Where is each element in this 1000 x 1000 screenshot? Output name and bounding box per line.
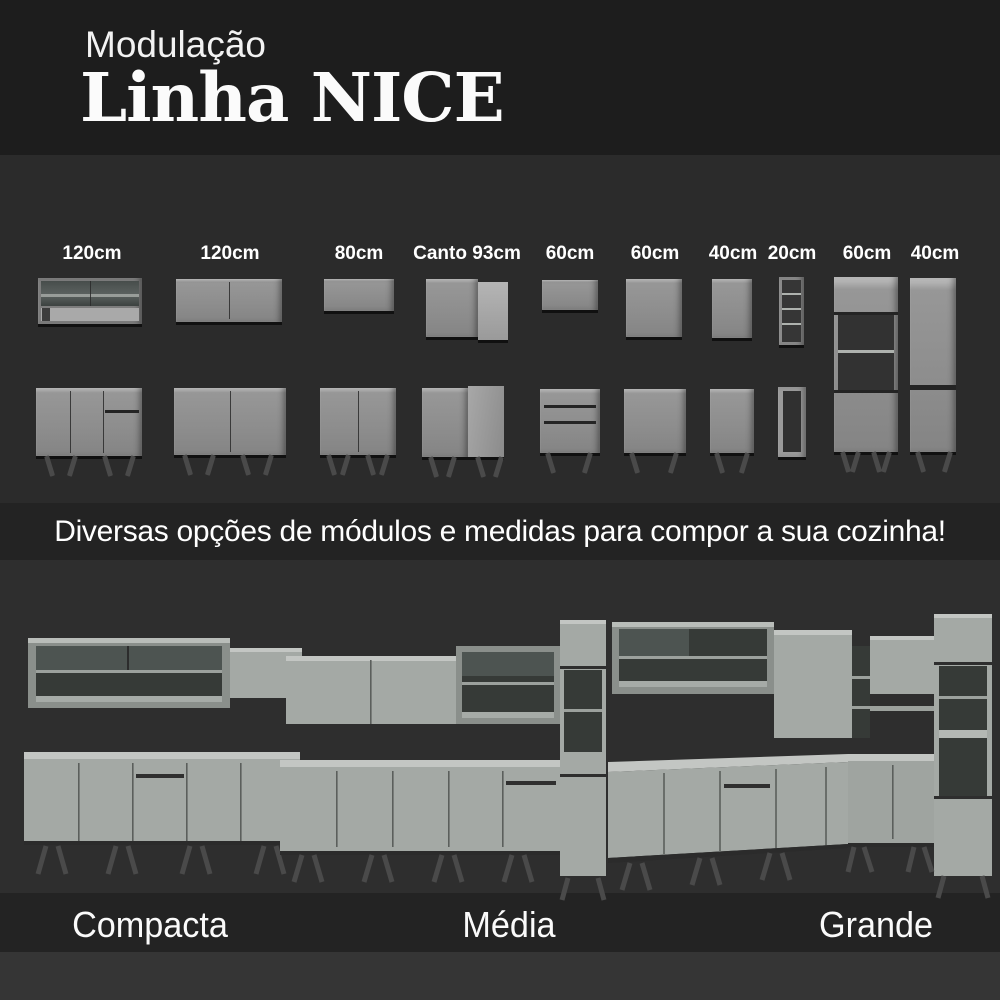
banner-text: Diversas opções de módulos e medidas para compor a sua cozinha!	[54, 515, 946, 548]
wall-cabinet-illustration	[626, 279, 682, 337]
wall-cabinets	[28, 638, 302, 708]
cabinet-legs	[182, 455, 274, 476]
module-column-40cm	[710, 155, 756, 503]
module-column-60cm-tower	[834, 155, 900, 503]
cabinet-legs	[44, 456, 136, 477]
tall-cabinet	[560, 620, 606, 900]
base-cabinets	[280, 760, 560, 882]
module-size-label: 120cm	[200, 243, 260, 264]
module-column-40cm-tower	[910, 155, 960, 503]
glass-doors	[41, 281, 139, 306]
base-cabinet-illustration	[624, 389, 686, 453]
header-eyebrow: Modulação	[85, 24, 267, 65]
kitchen-name-compacta: Compacta	[72, 904, 228, 945]
base-cabinet-illustration	[710, 389, 754, 453]
module-size-label: 40cm	[910, 243, 960, 264]
module-size-label: Canto 93cm	[413, 243, 521, 264]
module-column-canto-93cm	[413, 155, 521, 503]
module-column-80cm	[320, 155, 398, 503]
open-shelf-unit-illustration	[779, 277, 804, 345]
base-cabinet-illustration	[36, 388, 142, 456]
module-column-120cm	[174, 155, 286, 503]
module-column-60cm-drawers	[540, 155, 600, 503]
wall-cabinet-illustration	[712, 279, 752, 338]
wall-cabinet-illustration	[176, 279, 282, 322]
open-niche-unit-illustration	[778, 387, 806, 457]
open-shelf	[41, 308, 139, 321]
cabinet-legs	[326, 455, 390, 476]
module-column-20cm	[767, 155, 817, 503]
kitchen-compacta-illustration	[12, 612, 304, 908]
cabinet-legs	[714, 453, 750, 474]
module-size-label: 120cm	[62, 243, 122, 264]
corner-wall-cabinet-door	[426, 279, 478, 337]
cabinet-legs	[629, 453, 679, 474]
corner-base-cabinet-door	[422, 388, 468, 457]
wall-cabinets	[612, 622, 934, 738]
base-cabinets	[24, 752, 300, 874]
corner-wall-cabinet-side	[478, 282, 508, 340]
kitchen-name-grande: Grande	[818, 904, 934, 945]
drawer-base-cabinet-illustration	[540, 389, 600, 453]
wall-cabinet-illustration	[542, 280, 598, 310]
shelf-divider	[42, 308, 50, 321]
module-size-label: 60cm	[842, 243, 892, 264]
kitchen-name-media: Média	[462, 904, 556, 945]
wall-cabinets	[286, 646, 560, 728]
base-cabinet-illustration	[174, 388, 286, 455]
tall-tower-illustration	[910, 278, 956, 452]
wall-cabinet-illustration	[324, 279, 394, 311]
cabinet-legs	[915, 452, 953, 473]
module-column-60cm	[624, 155, 686, 503]
tall-cabinet	[934, 614, 992, 898]
module-size-label: 60cm	[630, 243, 680, 264]
cabinet-legs	[545, 453, 593, 474]
wall-glass-cabinet-illustration	[38, 278, 142, 324]
module-size-label: 60cm	[545, 243, 595, 264]
module-size-label: 80cm	[334, 243, 384, 264]
page-title: Linha NICE	[80, 58, 504, 137]
module-size-label: 20cm	[767, 243, 817, 264]
module-column-120cm-glass	[36, 155, 148, 503]
tall-tower-illustration	[834, 277, 898, 452]
kitchen-media-illustration	[272, 606, 608, 908]
kitchen-grande-illustration	[602, 606, 998, 908]
cabinet-legs	[840, 452, 892, 473]
cabinet-legs	[428, 457, 504, 478]
base-cabinet-illustration	[320, 388, 396, 455]
footer-strip	[0, 952, 1000, 1000]
corner-base-cabinet-side	[468, 386, 504, 457]
base-cabinets	[608, 754, 934, 890]
module-size-label: 40cm	[708, 243, 758, 264]
